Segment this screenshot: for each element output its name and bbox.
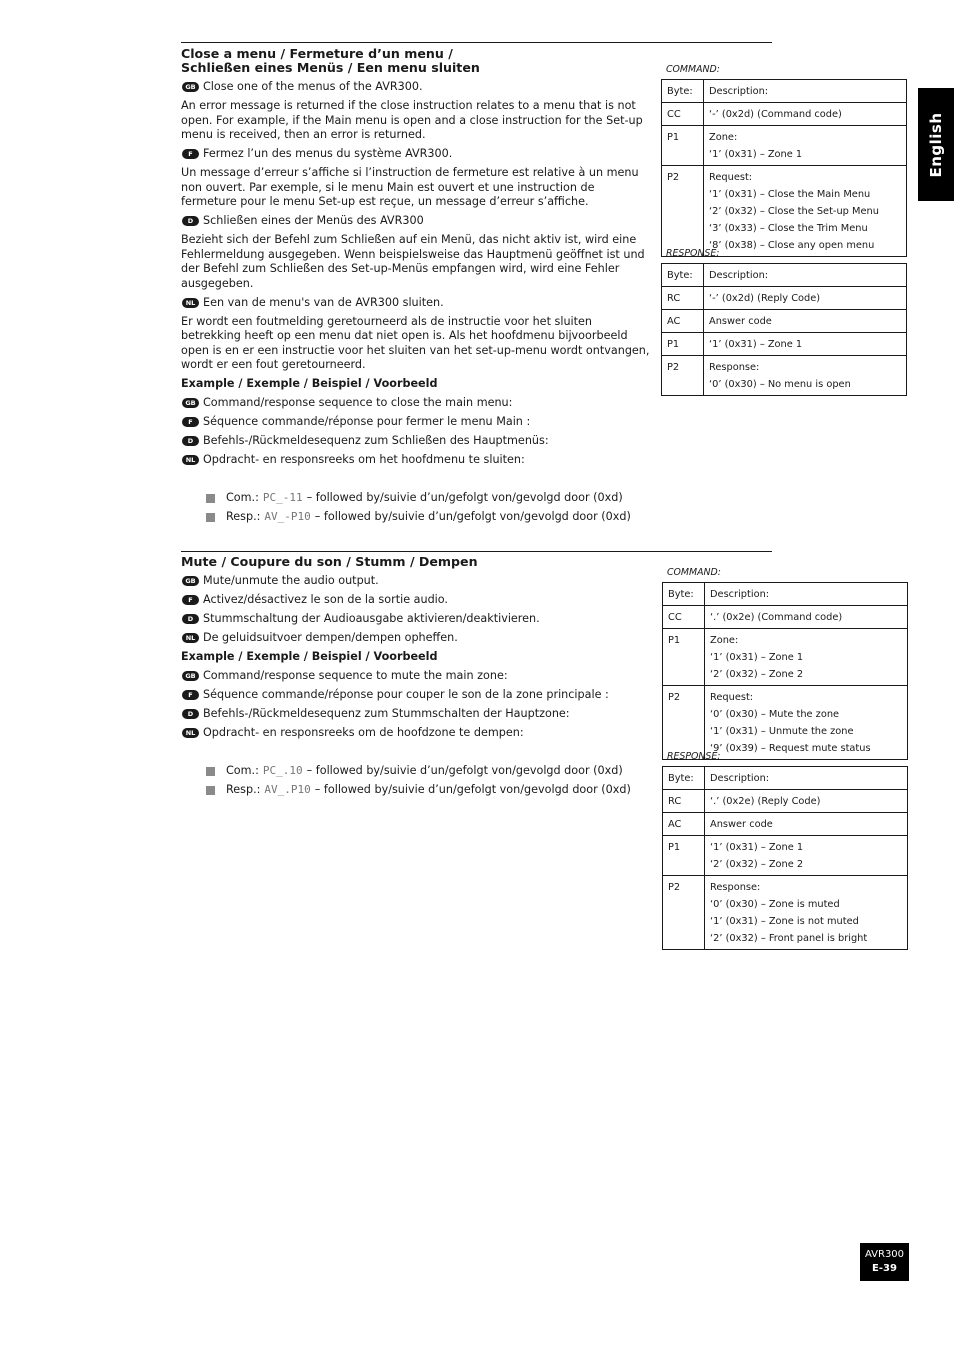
sequence-list [181, 491, 651, 525]
square-bullet-icon [206, 767, 215, 776]
heading-line-1: Close a menu / Fermeture d’un menu / [181, 46, 453, 61]
byte-cell: Byte: [663, 583, 705, 606]
description-line: ‘1’ (0x31) – Zone 1 [710, 842, 804, 853]
sequence-item [206, 491, 651, 506]
table-row [662, 103, 907, 126]
description-line: Description: [710, 589, 770, 600]
sequence-item [206, 764, 651, 779]
table-row [662, 166, 907, 257]
byte-cell: CC [662, 103, 704, 126]
description-cell [704, 166, 907, 257]
command-table-block [662, 567, 908, 760]
language-line-text: Activez/désactivez le son de la sortie audio. [203, 593, 448, 606]
description-cell [704, 310, 907, 333]
byte-cell: AC [663, 813, 705, 836]
language-line-text: Fermez l’un des menus du système AVR300. [203, 147, 453, 160]
description-cell [705, 606, 908, 629]
byte-cell: P1 [662, 126, 704, 166]
language-line [181, 707, 651, 722]
paragraph: An error message is returned if the close instruction relates to a menu that is not open. For example, if the Main menu is open and a close instruction for the Set-up menu is received, then an error is returned. [181, 99, 643, 141]
description-cell [704, 264, 907, 287]
sequence-label: Resp.: [226, 510, 261, 523]
description-line: ‘.’ (0x2e) (Command code) [710, 612, 843, 623]
sequence-label: Com.: [226, 491, 259, 504]
response-caption: RESPONSE: [667, 751, 721, 762]
language-line-text: Command/response sequence to mute the main zone: [203, 669, 508, 682]
description-cell [705, 686, 908, 760]
language-line [181, 80, 651, 95]
language-line [181, 396, 651, 411]
language-line-text: Befehls-/Rückmeldesequenz zum Stummschalten der Hauptzone: [203, 707, 570, 720]
language-tab-label: English [927, 111, 945, 178]
description-cell [704, 356, 907, 396]
description-line: Response: [710, 882, 761, 893]
language-line [181, 214, 651, 229]
byte-cell: CC [663, 606, 705, 629]
description-cell [704, 287, 907, 310]
language-line-text: Befehls-/Rückmeldesequenz zum Schließen des Hauptmenüs: [203, 434, 549, 447]
description-line: ‘3’ (0x33) – Close the Trim Menu [709, 223, 868, 234]
description-line: ‘2’ (0x32) – Front panel is bright [710, 933, 868, 944]
table-row [663, 583, 908, 606]
language-line [181, 593, 651, 608]
description-line: Request: [710, 692, 754, 703]
language-flag-icon: D [182, 216, 199, 226]
language-flag-icon: F [182, 595, 199, 605]
description-line: ‘2’ (0x32) – Close the Set-up Menu [709, 206, 879, 217]
table-row [663, 606, 908, 629]
description-line: ‘1’ (0x31) – Unmute the zone [710, 726, 854, 737]
language-line-text: Opdracht- en responsreeks om de hoofdzone te dempen: [203, 726, 524, 739]
model-label: AVR300 [864, 1249, 905, 1260]
byte-cell: Byte: [662, 80, 704, 103]
table-row [662, 287, 907, 310]
table-row [662, 264, 907, 287]
language-flag-icon: F [182, 690, 199, 700]
description-line: Answer code [709, 316, 772, 327]
sequence-suffix: – followed by/suivie d’un/gefolgt von/gevolgd door (0xd) [306, 764, 623, 777]
byte-cell: RC [662, 287, 704, 310]
language-line-text: Mute/unmute the audio output. [203, 574, 379, 587]
byte-cell: P1 [663, 836, 705, 876]
table-row [663, 686, 908, 760]
description-cell [705, 629, 908, 686]
language-flag-icon: GB [182, 82, 199, 92]
description-line: ‘-’ (0x2d) (Reply Code) [709, 293, 821, 304]
sequence-label: Com.: [226, 764, 259, 777]
byte-cell: P2 [663, 876, 705, 950]
response-table [662, 766, 908, 950]
paragraph: Un message d’erreur s’affiche si l’instruction de fermeture est relative à un menu non ouvert. Par exemple, si le menu Main est ouvert et une instruction de fermeture pour le menu Set-up est reçue, un message d’erreur s’affiche. [181, 166, 639, 208]
description-line: ‘2’ (0x32) – Zone 2 [710, 859, 804, 870]
language-line [181, 726, 651, 741]
sequence-code: PC_-11 [262, 491, 303, 504]
language-line [181, 612, 651, 627]
description-cell [705, 836, 908, 876]
byte-cell: P1 [663, 629, 705, 686]
byte-cell: Byte: [662, 264, 704, 287]
example-title: Example / Exemple / Beispiel / Voorbeeld [181, 377, 438, 390]
language-line [181, 574, 651, 589]
table-row [663, 790, 908, 813]
language-line-text: Séquence commande/réponse pour couper le son de la zone principale : [203, 688, 609, 701]
description-line: ‘-’ (0x2d) (Command code) [709, 109, 842, 120]
language-line-text: Een van de menu's van de AVR300 sluiten. [203, 295, 444, 309]
table-row [663, 767, 908, 790]
description-line: Zone: [710, 635, 739, 646]
intro-text [181, 574, 651, 646]
description-line: ‘1’ (0x31) – Zone is not muted [710, 916, 859, 927]
sequence-code: AV_.P10 [264, 783, 311, 796]
language-line [181, 688, 651, 703]
sequence-code: AV_-P10 [264, 510, 311, 523]
description-line: ‘1’ (0x31) – Zone 1 [710, 652, 804, 663]
description-line: ‘.’ (0x2e) (Reply Code) [710, 796, 821, 807]
paragraph: Bezieht sich der Befehl zum Schließen auf ein Menü, das nicht aktiv ist, wird eine Fehlermeldung ausgegeben. Wenn beispielsweise das Hauptmenü geöffnet ist und der Befehl zum Schließen des Set-up-Menüs empfangen wird, wird eine Fehler ausgegeben. [181, 233, 645, 290]
description-line: ‘8’ (0x38) – Close any open menu [709, 240, 875, 251]
description-cell [705, 790, 908, 813]
byte-cell: RC [663, 790, 705, 813]
example-text [181, 669, 651, 741]
description-cell [704, 126, 907, 166]
language-flag-icon: F [182, 149, 199, 159]
byte-cell: P2 [662, 166, 704, 257]
description-cell [705, 583, 908, 606]
command-table-block [661, 64, 907, 257]
sequence-list [181, 764, 651, 798]
table-row [663, 629, 908, 686]
sequence-suffix: – followed by/suivie d’un/gefolgt von/gevolgd door (0xd) [306, 491, 623, 504]
paragraph: Er wordt een foutmelding geretourneerd als de instructie voor het sluiten betrekking heeft op een menu dat niet open is. Als het hoofdmenu bijvoorbeeld open is en er een instructie voor het sluiten van het set-up-menu wordt ontvangen, wordt er een fout geretourneerd. [181, 314, 650, 371]
language-flag-icon: D [182, 709, 199, 719]
response-table [661, 263, 907, 396]
table-row [662, 80, 907, 103]
command-caption: COMMAND: [666, 64, 720, 75]
heading-line-1: Mute / Coupure du son / Stumm / Dempen [181, 554, 478, 569]
description-cell [704, 80, 907, 103]
close-menu-section [181, 47, 651, 529]
description-line: Description: [709, 270, 769, 281]
language-flag-icon: NL [182, 633, 199, 643]
description-line: Description: [710, 773, 770, 784]
sequence-label: Resp.: [226, 783, 261, 796]
language-flag-icon: GB [182, 398, 199, 408]
description-cell [705, 767, 908, 790]
language-tab [918, 88, 954, 201]
language-flag-icon: GB [182, 576, 199, 586]
sequence-suffix: – followed by/suivie d’un/gefolgt von/gevolgd door (0xd) [314, 510, 631, 523]
example-text [181, 396, 651, 468]
example-title: Example / Exemple / Beispiel / Voorbeeld [181, 650, 438, 663]
byte-cell: P2 [662, 356, 704, 396]
table-row [663, 813, 908, 836]
section-divider [181, 551, 772, 552]
description-line: ‘1’ (0x31) – Close the Main Menu [709, 189, 871, 200]
response-table-block [662, 751, 908, 950]
description-cell [705, 813, 908, 836]
description-line: ‘0’ (0x30) – Mute the zone [710, 709, 840, 720]
language-flag-icon: D [182, 436, 199, 446]
language-line-text: Command/response sequence to close the main menu: [203, 396, 513, 409]
section-heading [181, 47, 651, 75]
description-line: ‘1’ (0x31) – Zone 1 [709, 339, 803, 350]
language-line-text: Schließen eines der Menüs des AVR300 [203, 214, 424, 227]
byte-cell: P1 [662, 333, 704, 356]
description-cell [705, 876, 908, 950]
sequence-code: PC_.10 [262, 764, 303, 777]
description-cell [704, 333, 907, 356]
command-caption: COMMAND: [667, 567, 721, 578]
section-heading [181, 555, 651, 569]
language-line [181, 669, 651, 684]
square-bullet-icon [206, 786, 215, 795]
description-cell [704, 103, 907, 126]
description-line: ‘9’ (0x39) – Request mute status [710, 743, 871, 754]
sequence-item [206, 510, 651, 525]
language-line [181, 296, 651, 311]
response-table-block [661, 248, 907, 396]
language-flag-icon: NL [182, 728, 199, 738]
description-line: Description: [709, 86, 769, 97]
table-row [662, 333, 907, 356]
language-flag-icon: NL [182, 298, 199, 308]
command-table [661, 79, 907, 257]
language-line-text: De geluidsuitvoer dempen/dempen opheffen. [203, 631, 458, 644]
language-line [181, 147, 651, 162]
language-flag-icon: F [182, 417, 199, 427]
language-line-text: Close one of the menus of the AVR300. [203, 80, 423, 93]
table-row [662, 126, 907, 166]
description-line: Zone: [709, 132, 738, 143]
heading-line-2: Schließen eines Menüs / Een menu sluiten [181, 60, 480, 75]
language-flag-icon: GB [182, 671, 199, 681]
table-row [663, 836, 908, 876]
language-flag-icon: D [182, 614, 199, 624]
byte-cell: Byte: [663, 767, 705, 790]
square-bullet-icon [206, 513, 215, 522]
table-row [662, 310, 907, 333]
byte-cell: AC [662, 310, 704, 333]
page-number: E-39 [872, 1263, 897, 1274]
command-table [662, 582, 908, 760]
section-divider [181, 42, 772, 43]
language-line [181, 453, 651, 468]
description-line: ‘0’ (0x30) – Zone is muted [710, 899, 840, 910]
square-bullet-icon [206, 494, 215, 503]
table-row [662, 356, 907, 396]
language-line [181, 434, 651, 449]
table-row [663, 876, 908, 950]
language-line [181, 415, 651, 430]
sequence-item [206, 783, 651, 798]
mute-section [181, 555, 651, 802]
description-line: Answer code [710, 819, 773, 830]
intro-text [181, 80, 651, 373]
description-line: ‘2’ (0x32) – Zone 2 [710, 669, 804, 680]
language-line-text: Opdracht- en responsreeks om het hoofdmenu te sluiten: [203, 453, 525, 466]
language-flag-icon: NL [182, 455, 199, 465]
language-line-text: Séquence commande/réponse pour fermer le menu Main : [203, 415, 531, 428]
response-caption: RESPONSE: [666, 248, 720, 259]
byte-cell: P2 [663, 686, 705, 760]
description-line: ‘0’ (0x30) – No menu is open [709, 379, 851, 390]
description-line: ‘1’ (0x31) – Zone 1 [709, 149, 803, 160]
description-line: Request: [709, 172, 753, 183]
page-number-box [860, 1243, 909, 1281]
language-line-text: Stummschaltung der Audioausgabe aktivieren/deaktivieren. [203, 612, 540, 625]
description-line: Response: [709, 362, 760, 373]
sequence-suffix: – followed by/suivie d’un/gefolgt von/gevolgd door (0xd) [314, 783, 631, 796]
language-line [181, 631, 651, 646]
